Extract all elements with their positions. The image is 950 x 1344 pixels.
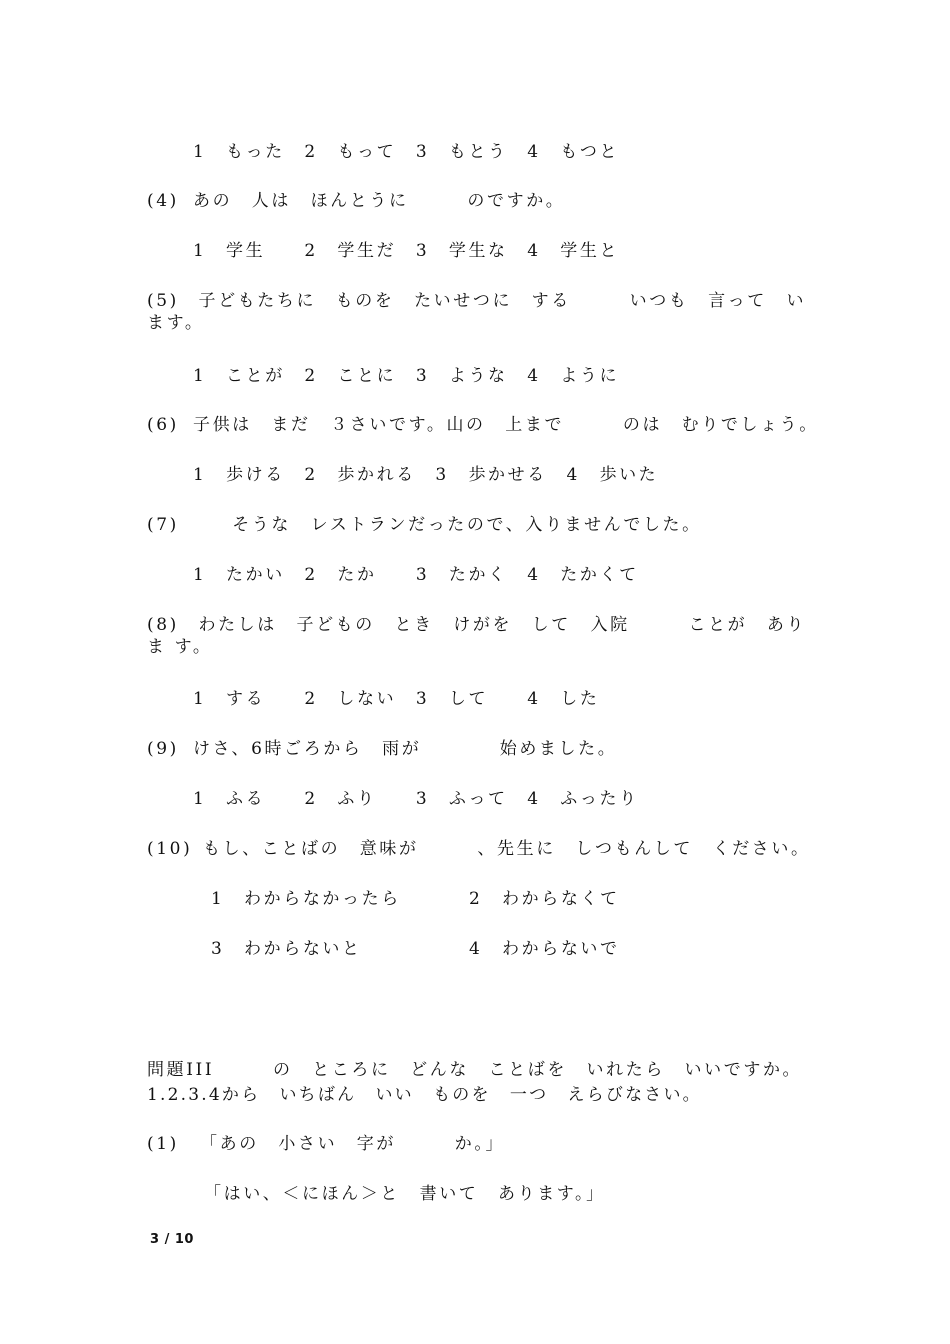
q10-number: (10) [147,839,193,859]
q7-question: そうな レストランだったので、入りませんでした。 [193,515,702,535]
q8-question: (8) わたしは 子どもの とき けがを して 入院 ことが ありま す。 [147,615,807,657]
q10-option-3: 3 わからないと [211,939,362,959]
q5-question: (5) 子どもたちに ものを たいせつに する いつも 言って います。 [147,291,807,333]
q10-question: もし、ことばの 意味が 、先生に しつもんして ください。 [203,839,811,859]
q4-number: (4) [147,191,179,211]
q10-option-4: 4 わからないで [469,939,620,959]
q7-number: (7) [147,515,179,535]
s3-q1-reply: 「はい、＜にほん＞と 書いて あります。」 [204,1184,606,1204]
s3-q1-question: 「あの 小さい 字が か。」 [200,1134,506,1154]
q7-options: 1 たかい 2 たか 3 たかく 4 たかくて [193,565,639,585]
q6-options: 1 歩ける 2 歩かれる 3 歩かせる 4 歩いた [193,465,659,485]
q6-question: 子供は まだ ３さいです。山の 上まで のは むりでしょう。 [193,415,819,435]
s3-q1-number: (1) [147,1134,179,1154]
section3-title: 問題III の ところに どんな ことばを いれたら いいですか。 [147,1060,803,1080]
page-number: 3 / 10 [150,1232,194,1247]
q4-question: あの 人は ほんとうに のですか。 [193,191,566,211]
q3-options: 1 もった 2 もって 3 もとう 4 もつと [193,142,620,162]
q10-option-1: 1 わからなかったら [211,889,401,909]
q5-options: 1 ことが 2 ことに 3 ような 4 ように [193,366,620,386]
q6-number: (6) [147,415,179,435]
q4-options: 1 学生 2 学生だ 3 学生な 4 学生と [193,241,620,261]
q9-number: (9) [147,739,179,759]
section3-instruction: 1.2.3.4から いちばん いい ものを 一つ えらびなさい。 [147,1085,702,1105]
q9-question: けさ、6時ごろから 雨が 始めました。 [193,739,618,759]
q10-option-2: 2 わからなくて [469,889,620,909]
q9-options: 1 ふる 2 ふり 3 ふって 4 ふったり [193,789,639,809]
q8-options: 1 する 2 しない 3 して 4 した [193,689,600,709]
